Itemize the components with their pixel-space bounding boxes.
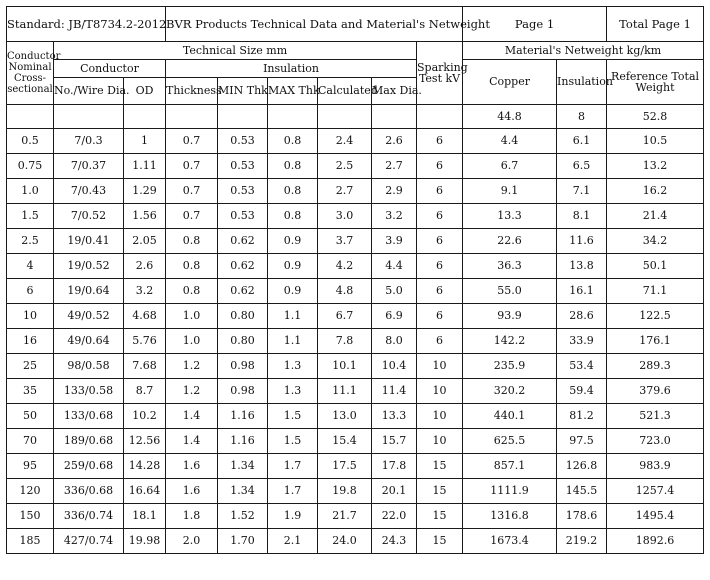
cell-calc: 13.0	[318, 404, 372, 429]
cell-section: 10	[7, 304, 54, 329]
cell-od: 1.56	[124, 204, 166, 229]
cell-copper: 320.2	[463, 379, 557, 404]
cell-wire: 189/0.68	[54, 429, 124, 454]
cell-section: 6	[7, 279, 54, 304]
cell-kv: 15	[417, 529, 463, 554]
cell-calc: 21.7	[318, 504, 372, 529]
cell-calc: 17.5	[318, 454, 372, 479]
reference-row	[7, 105, 704, 129]
cell-kv: 6	[417, 179, 463, 204]
header-row-2	[7, 60, 704, 78]
cell-thk: 1.6	[166, 479, 218, 504]
cell-min: 0.62	[218, 229, 268, 254]
cell-od: 14.28	[124, 454, 166, 479]
cell-min: 0.53	[218, 154, 268, 179]
cell-min: 0.80	[218, 329, 268, 354]
cell-thk: 0.7	[166, 179, 218, 204]
col-conductor-section: Conductor Nominal Cross-sectional	[7, 42, 54, 105]
cell-wire: 19/0.41	[54, 229, 124, 254]
cell-ins: 13.8	[557, 254, 607, 279]
cell-total: 723.0	[607, 429, 704, 454]
cell-ins: 219.2	[557, 529, 607, 554]
cell-thk: 0.8	[166, 254, 218, 279]
cell-ins: 126.8	[557, 454, 607, 479]
cell-wire: 259/0.68	[54, 454, 124, 479]
cell-max: 0.8	[268, 129, 318, 154]
document-title: BVR Products Technical Data and Material's Netweight	[166, 7, 463, 42]
cell-wire: 133/0.58	[54, 379, 124, 404]
cell-section: 50	[7, 404, 54, 429]
table-row	[7, 354, 704, 379]
cell-total: 983.9	[607, 454, 704, 479]
cell-maxdia: 3.2	[372, 204, 417, 229]
cell-maxdia: 15.7	[372, 429, 417, 454]
cell-wire: 49/0.64	[54, 329, 124, 354]
cell-kv: 15	[417, 479, 463, 504]
cell-wire: 7/0.3	[54, 129, 124, 154]
cell-ins: 59.4	[557, 379, 607, 404]
cell-od: 12.56	[124, 429, 166, 454]
cell-kv: 6	[417, 129, 463, 154]
cell-od: 7.68	[124, 354, 166, 379]
cell-min: 1.70	[218, 529, 268, 554]
cell-wire: 7/0.52	[54, 204, 124, 229]
cell-copper: 142.2	[463, 329, 557, 354]
cell-copper: 1111.9	[463, 479, 557, 504]
cell-maxdia: 2.9	[372, 179, 417, 204]
table-row	[7, 379, 704, 404]
cell-section: 0.75	[7, 154, 54, 179]
cell-maxdia: 4.4	[372, 254, 417, 279]
col-wire-dia: No./Wire Dia.	[54, 78, 124, 105]
cell-max: 1.5	[268, 404, 318, 429]
cell-thk: 1.2	[166, 379, 218, 404]
cell-copper: 625.5	[463, 429, 557, 454]
cell-total: 379.6	[607, 379, 704, 404]
cell-max: 0.9	[268, 279, 318, 304]
cell-kv: 10	[417, 404, 463, 429]
reference-copper: 44.8	[463, 105, 557, 129]
cell-calc: 6.7	[318, 304, 372, 329]
cell-total: 1495.4	[607, 504, 704, 529]
cell-od: 2.05	[124, 229, 166, 254]
standard-label: Standard: JB/T8734.2-2012	[7, 7, 166, 42]
header-row-1	[7, 42, 704, 60]
cell-thk: 1.0	[166, 304, 218, 329]
cell-maxdia: 11.4	[372, 379, 417, 404]
cell-ins: 81.2	[557, 404, 607, 429]
cell-max: 0.8	[268, 179, 318, 204]
cell-ins: 11.6	[557, 229, 607, 254]
table-row	[7, 279, 704, 304]
cell-ins: 16.1	[557, 279, 607, 304]
cell-thk: 1.6	[166, 454, 218, 479]
cell-max: 1.3	[268, 379, 318, 404]
cell-total: 21.4	[607, 204, 704, 229]
cell-wire: 133/0.68	[54, 404, 124, 429]
cell-thk: 1.4	[166, 404, 218, 429]
table-row	[7, 454, 704, 479]
cell-maxdia: 22.0	[372, 504, 417, 529]
cell-maxdia: 3.9	[372, 229, 417, 254]
cell-thk: 1.2	[166, 354, 218, 379]
cell-thk: 0.8	[166, 229, 218, 254]
cell-calc: 19.8	[318, 479, 372, 504]
cell-section: 35	[7, 379, 54, 404]
cell-od: 2.6	[124, 254, 166, 279]
table-row	[7, 529, 704, 554]
cell-min: 1.34	[218, 454, 268, 479]
cell-section: 95	[7, 454, 54, 479]
cell-calc: 3.7	[318, 229, 372, 254]
cell-wire: 336/0.74	[54, 504, 124, 529]
cell-max: 1.3	[268, 354, 318, 379]
cell-max: 0.9	[268, 229, 318, 254]
col-od: OD	[124, 78, 166, 105]
cell-kv: 10	[417, 379, 463, 404]
cell-copper: 9.1	[463, 179, 557, 204]
cell-calc: 2.4	[318, 129, 372, 154]
col-copper: Copper	[463, 60, 557, 105]
cell-total: 10.5	[607, 129, 704, 154]
cell-calc: 2.5	[318, 154, 372, 179]
cell-kv: 15	[417, 504, 463, 529]
cell-kv: 6	[417, 329, 463, 354]
cell-thk: 1.0	[166, 329, 218, 354]
cell-total: 122.5	[607, 304, 704, 329]
cell-od: 18.1	[124, 504, 166, 529]
cell-thk: 0.7	[166, 129, 218, 154]
cell-max: 0.8	[268, 154, 318, 179]
table-row	[7, 179, 704, 204]
cell-ins: 97.5	[557, 429, 607, 454]
col-min-thk: MIN Thk	[218, 78, 268, 105]
cell-wire: 19/0.52	[54, 254, 124, 279]
cell-section: 0.5	[7, 129, 54, 154]
cell-wire: 427/0.74	[54, 529, 124, 554]
cell-wire: 19/0.64	[54, 279, 124, 304]
cell-od: 16.64	[124, 479, 166, 504]
cell-copper: 1316.8	[463, 504, 557, 529]
reference-insulation: 8	[557, 105, 607, 129]
cell-calc: 11.1	[318, 379, 372, 404]
cell-od: 5.76	[124, 329, 166, 354]
cell-min: 0.53	[218, 204, 268, 229]
col-insulation-weight: Insulation	[557, 60, 607, 105]
cell-od: 10.2	[124, 404, 166, 429]
cell-wire: 98/0.58	[54, 354, 124, 379]
cell-maxdia: 13.3	[372, 404, 417, 429]
cell-kv: 10	[417, 429, 463, 454]
cell-thk: 0.7	[166, 204, 218, 229]
table-row	[7, 329, 704, 354]
cell-min: 0.98	[218, 379, 268, 404]
cell-section: 2.5	[7, 229, 54, 254]
cell-min: 0.53	[218, 129, 268, 154]
cell-copper: 55.0	[463, 279, 557, 304]
col-thickness: Thickness	[166, 78, 218, 105]
cell-ins: 53.4	[557, 354, 607, 379]
cell-copper: 13.3	[463, 204, 557, 229]
col-sparking-test: Sparking Test kV	[417, 42, 463, 105]
cell-kv: 6	[417, 154, 463, 179]
cell-od: 19.98	[124, 529, 166, 554]
cell-od: 3.2	[124, 279, 166, 304]
cell-total: 71.1	[607, 279, 704, 304]
cell-section: 185	[7, 529, 54, 554]
cell-thk: 2.0	[166, 529, 218, 554]
reference-total: 52.8	[607, 105, 704, 129]
table-row	[7, 504, 704, 529]
col-max-dia: Max Dia.	[372, 78, 417, 105]
cell-thk: 0.7	[166, 154, 218, 179]
cell-max: 0.9	[268, 254, 318, 279]
cell-calc: 4.2	[318, 254, 372, 279]
cell-calc: 24.0	[318, 529, 372, 554]
cell-calc: 7.8	[318, 329, 372, 354]
cell-wire: 336/0.68	[54, 479, 124, 504]
cell-copper: 440.1	[463, 404, 557, 429]
cell-copper: 4.4	[463, 129, 557, 154]
col-reference-total: Reference Total Weight	[607, 60, 704, 105]
table-row	[7, 429, 704, 454]
cell-section: 25	[7, 354, 54, 379]
table-row	[7, 479, 704, 504]
cell-section: 1.5	[7, 204, 54, 229]
cell-maxdia: 8.0	[372, 329, 417, 354]
cell-od: 1.11	[124, 154, 166, 179]
cell-kv: 6	[417, 204, 463, 229]
cell-ins: 7.1	[557, 179, 607, 204]
cell-section: 4	[7, 254, 54, 279]
col-material-netweight: Material's Netweight kg/km	[463, 42, 704, 60]
table-row	[7, 304, 704, 329]
cell-maxdia: 17.8	[372, 454, 417, 479]
table-row	[7, 154, 704, 179]
cell-total: 50.1	[607, 254, 704, 279]
cell-max: 1.9	[268, 504, 318, 529]
col-insulation: Insulation	[166, 60, 417, 78]
cell-copper: 36.3	[463, 254, 557, 279]
cell-total: 176.1	[607, 329, 704, 354]
table-row	[7, 404, 704, 429]
cell-ins: 6.1	[557, 129, 607, 154]
cell-kv: 6	[417, 229, 463, 254]
cell-total: 1257.4	[607, 479, 704, 504]
cell-section: 150	[7, 504, 54, 529]
cell-wire: 49/0.52	[54, 304, 124, 329]
cell-maxdia: 20.1	[372, 479, 417, 504]
col-calculated: Calculated	[318, 78, 372, 105]
cell-total: 1892.6	[607, 529, 704, 554]
cell-thk: 1.8	[166, 504, 218, 529]
cell-total: 13.2	[607, 154, 704, 179]
cell-calc: 2.7	[318, 179, 372, 204]
cell-total: 16.2	[607, 179, 704, 204]
cell-copper: 6.7	[463, 154, 557, 179]
cell-section: 120	[7, 479, 54, 504]
cell-min: 1.16	[218, 404, 268, 429]
cell-maxdia: 5.0	[372, 279, 417, 304]
cell-copper: 93.9	[463, 304, 557, 329]
cell-ins: 6.5	[557, 154, 607, 179]
cell-min: 1.34	[218, 479, 268, 504]
cell-copper: 22.6	[463, 229, 557, 254]
cell-min: 0.80	[218, 304, 268, 329]
cell-max: 0.8	[268, 204, 318, 229]
cell-maxdia: 2.6	[372, 129, 417, 154]
cell-calc: 10.1	[318, 354, 372, 379]
cell-max: 1.7	[268, 479, 318, 504]
cell-section: 16	[7, 329, 54, 354]
cell-maxdia: 2.7	[372, 154, 417, 179]
cell-ins: 28.6	[557, 304, 607, 329]
cell-maxdia: 10.4	[372, 354, 417, 379]
cell-thk: 0.8	[166, 279, 218, 304]
cell-total: 521.3	[607, 404, 704, 429]
cell-min: 0.98	[218, 354, 268, 379]
cell-copper: 857.1	[463, 454, 557, 479]
cell-calc: 15.4	[318, 429, 372, 454]
col-max-thk: MAX Thk	[268, 78, 318, 105]
table-row	[7, 254, 704, 279]
cell-min: 0.62	[218, 254, 268, 279]
total-pages: Total Page 1	[607, 7, 704, 42]
cell-ins: 33.9	[557, 329, 607, 354]
cell-max: 1.5	[268, 429, 318, 454]
table-row	[7, 204, 704, 229]
cell-wire: 7/0.37	[54, 154, 124, 179]
cell-min: 0.62	[218, 279, 268, 304]
cell-min: 1.16	[218, 429, 268, 454]
col-conductor: Conductor	[54, 60, 166, 78]
cell-od: 1.29	[124, 179, 166, 204]
cell-thk: 1.4	[166, 429, 218, 454]
cell-total: 289.3	[607, 354, 704, 379]
cell-copper: 1673.4	[463, 529, 557, 554]
title-row	[7, 7, 704, 42]
cell-max: 1.1	[268, 304, 318, 329]
cell-kv: 10	[417, 354, 463, 379]
col-technical-size: Technical Size mm	[54, 42, 417, 60]
cell-ins: 178.6	[557, 504, 607, 529]
cell-kv: 6	[417, 304, 463, 329]
cell-min: 1.52	[218, 504, 268, 529]
cell-section: 1.0	[7, 179, 54, 204]
cell-ins: 145.5	[557, 479, 607, 504]
cell-od: 4.68	[124, 304, 166, 329]
cell-calc: 3.0	[318, 204, 372, 229]
table-row	[7, 229, 704, 254]
cell-wire: 7/0.43	[54, 179, 124, 204]
table-row	[7, 129, 704, 154]
cell-max: 2.1	[268, 529, 318, 554]
cell-max: 1.1	[268, 329, 318, 354]
cell-calc: 4.8	[318, 279, 372, 304]
cell-kv: 6	[417, 254, 463, 279]
cell-section: 70	[7, 429, 54, 454]
cell-copper: 235.9	[463, 354, 557, 379]
cell-total: 34.2	[607, 229, 704, 254]
cell-max: 1.7	[268, 454, 318, 479]
cell-kv: 6	[417, 279, 463, 304]
technical-data-table	[6, 6, 704, 554]
cell-maxdia: 6.9	[372, 304, 417, 329]
cell-od: 8.7	[124, 379, 166, 404]
cell-kv: 15	[417, 454, 463, 479]
page-number: Page 1	[463, 7, 607, 42]
cell-od: 1	[124, 129, 166, 154]
cell-min: 0.53	[218, 179, 268, 204]
cell-ins: 8.1	[557, 204, 607, 229]
cell-maxdia: 24.3	[372, 529, 417, 554]
